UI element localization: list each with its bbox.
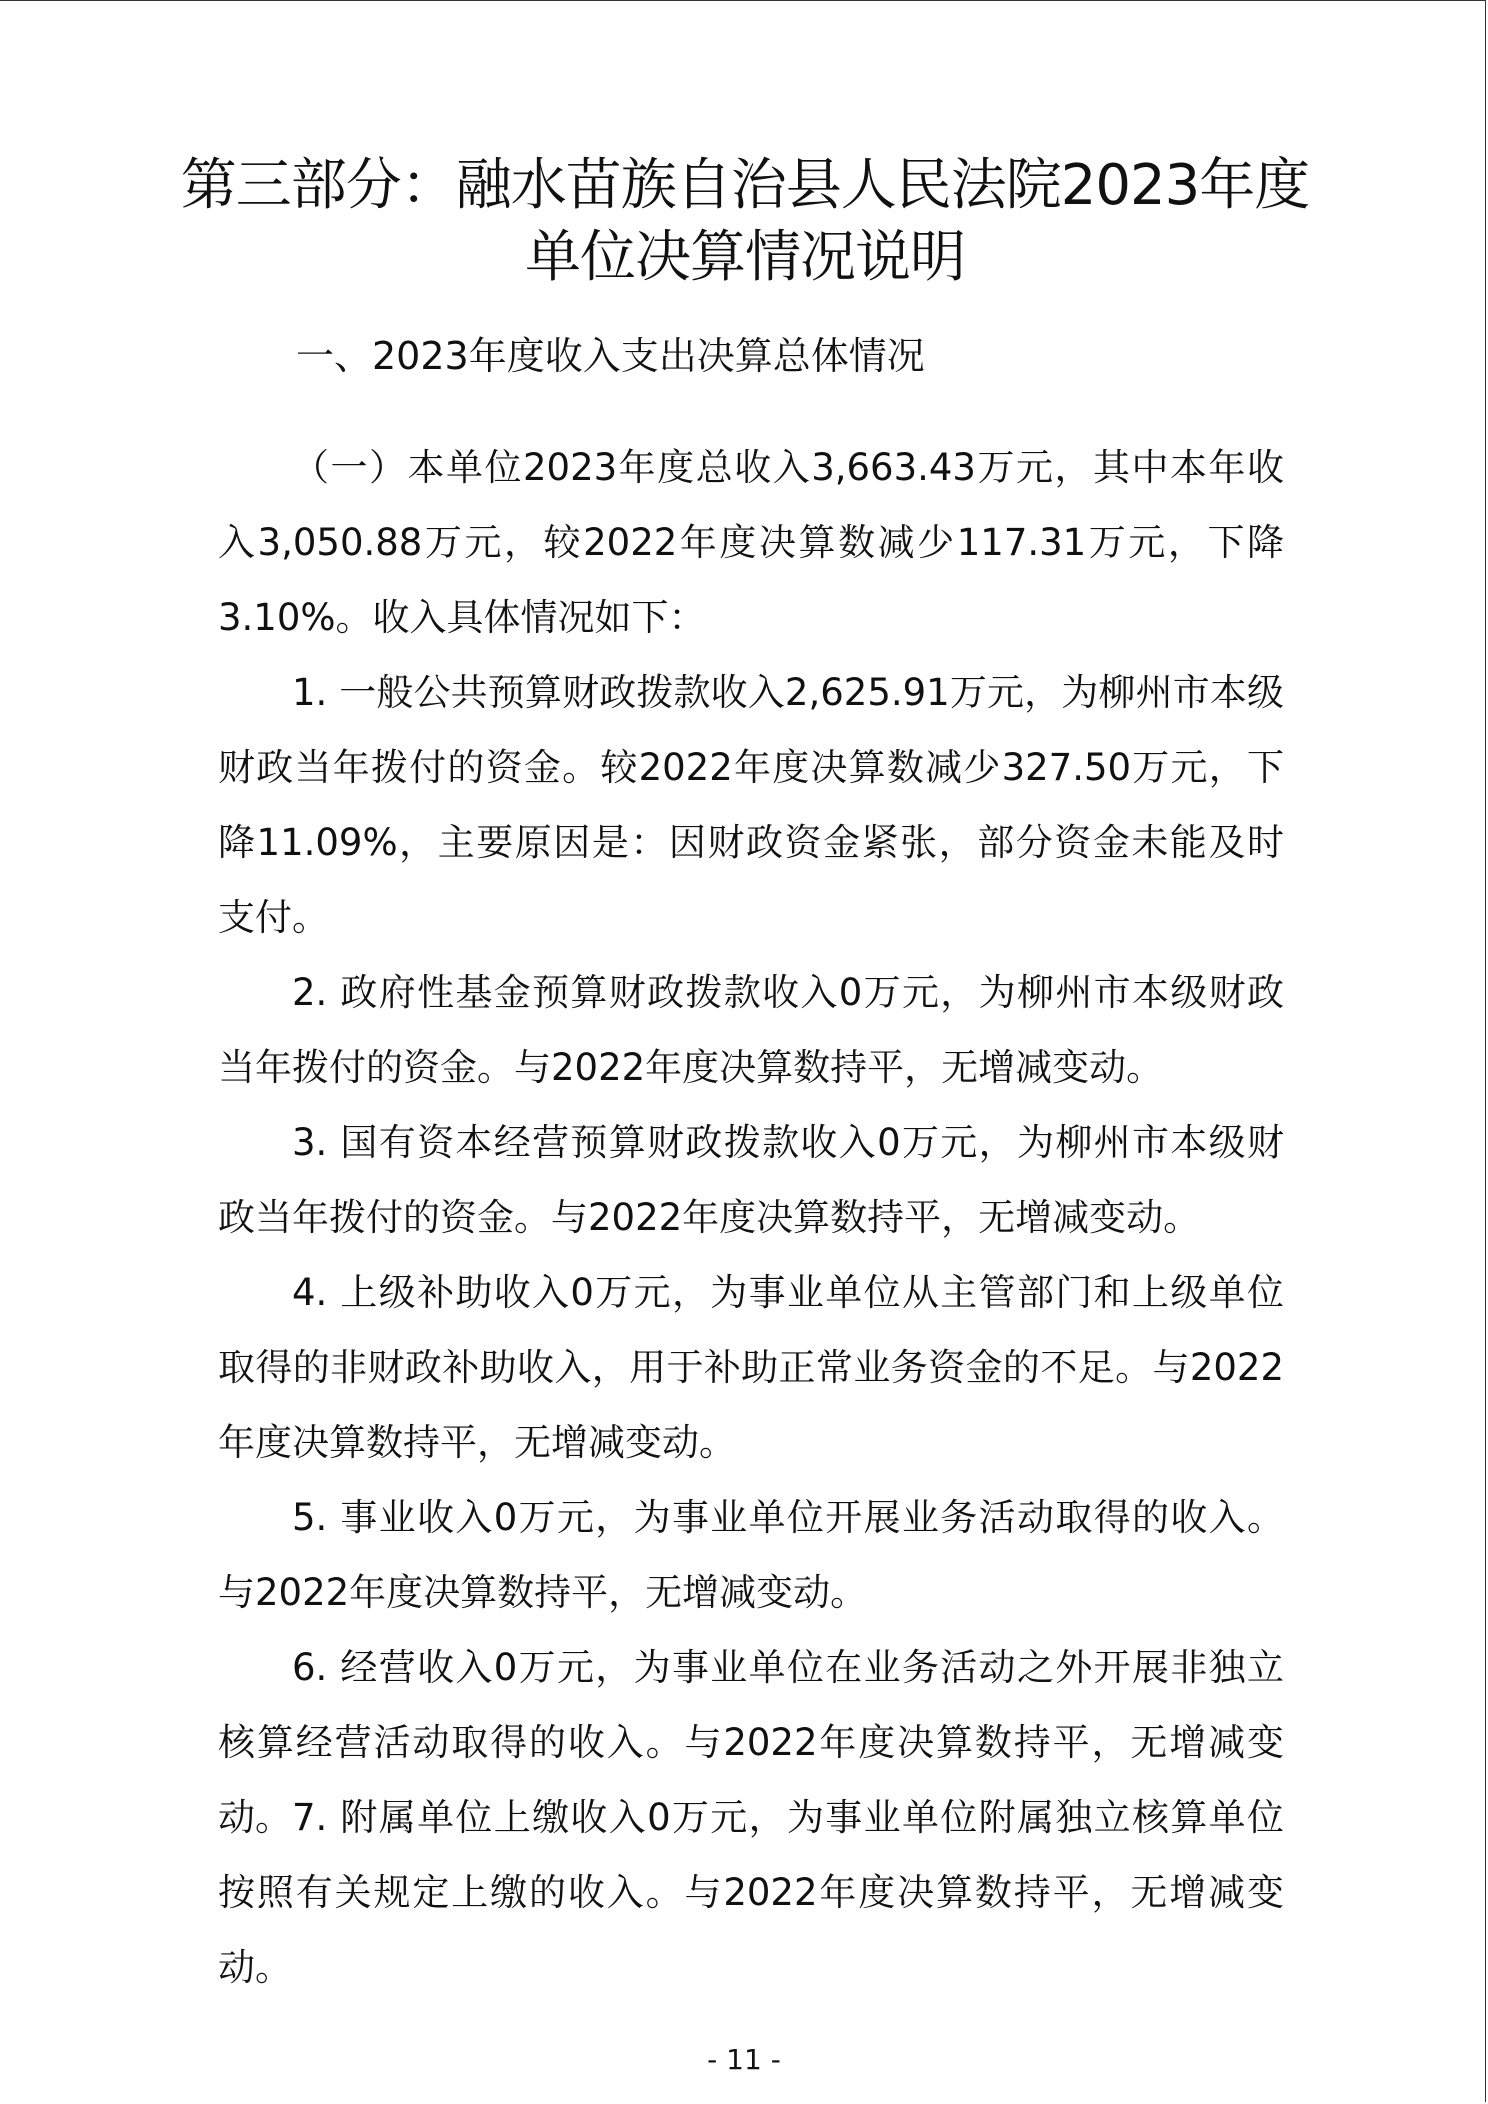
paragraph-item-3: 3. 国有资本经营预算财政拨款收入0万元，为柳州市本级财政当年拨付的资金。与2022年度决算数持平，无增减变动。 [218,1121,1284,1239]
paragraph-item-1: 1. 一般公共预算财政拨款收入2,625.91万元，为柳州市本级财政当年拨付的资金。较2022年度决算数减少327.50万元，下降11.09%，主要原因是：因财政资金紧张，部分资金未能及时支付。 [218,671,1284,939]
paragraph-total-income: （一）本单位2023年度总收入3,663.43万元，其中本年收入3,050.88万元，较2022年度决算数减少117.31万元，下降3.10%。收入具体情况如下： [218,446,1284,639]
paragraph-item-4: 4. 上级补助收入0万元，为事业单位从主管部门和上级单位取得的非财政补助收入，用于补助正常业务资金的不足。与2022年度决算数持平，无增减变动。 [218,1271,1284,1464]
page-number: - 11 - [707,2043,781,2076]
paragraph-item-5: 5. 事业收入0万元，为事业单位开展业务活动取得的收入。与2022年度决算数持平，无增减变动。 [218,1496,1284,1614]
paragraph-item-2: 2. 政府性基金预算财政拨款收入0万元，为柳州市本级财政当年拨付的资金。与2022年度决算数持平，无增减变动。 [218,971,1284,1089]
section-heading: 一、2023年度收入支出决算总体情况 [296,334,925,378]
page-title: 第三部分：融水苗族自治县人民法院2023年度单位决算情况说明 [180,153,1310,290]
paragraph-item-7: 7. 附属单位上缴收入0万元，为事业单位附属独立核算单位按照有关规定上缴的收入。与2022年度决算数持平，无增减变动。 [218,1796,1284,1989]
paragraph-item-6: 6. 经营收入0万元，为事业单位在业务活动之外开展非独立核算经营活动取得的收入。与2022年度决算数持平，无增减变动。 [218,1646,1284,1839]
